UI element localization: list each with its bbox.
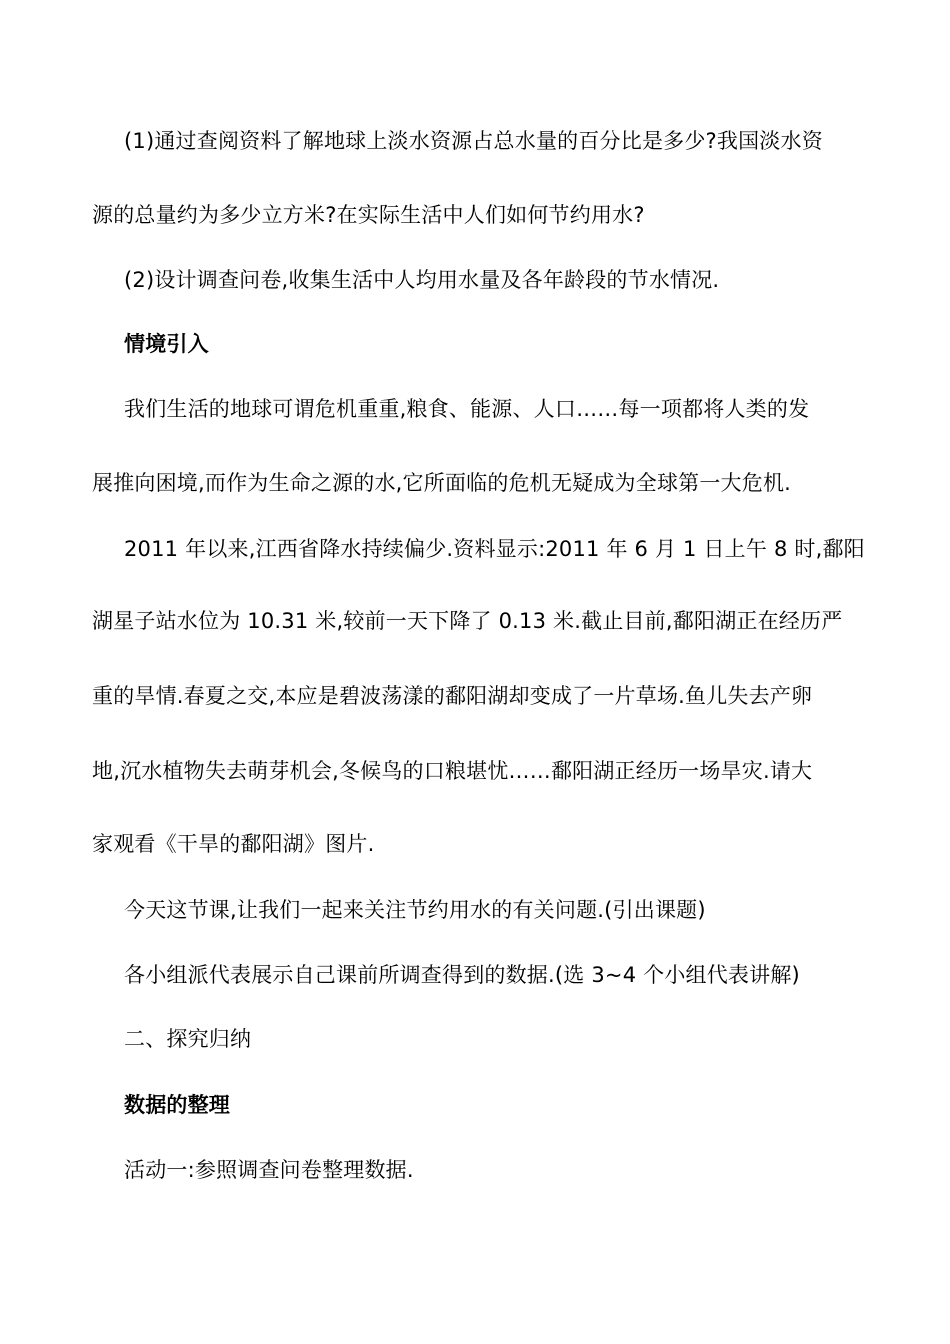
paragraph-line: 我们生活的地球可谓危机重重,粮食、能源、人口……每一项都将人类的发	[124, 397, 810, 421]
paragraph-line: 各小组派代表展示自己课前所调查得到的数据.(选 3~4 个小组代表讲解)	[124, 963, 800, 987]
paragraph-line: 家观看《干旱的鄱阳湖》图片.	[92, 832, 375, 856]
section-heading: 情境引入	[124, 332, 209, 356]
paragraph-line: 湖星子站水位为 10.31 米,较前一天下降了 0.13 米.截止目前,鄱阳湖正在经历严	[92, 609, 843, 633]
section-heading: 二、探究归纳	[124, 1027, 252, 1051]
paragraph-line: 展推向困境,而作为生命之源的水,它所面临的危机无疑成为全球第一大危机.	[92, 471, 792, 495]
paragraph-line: (2)设计调查问卷,收集生活中人均用水量及各年龄段的节水情况.	[124, 268, 720, 292]
paragraph-line: 重的旱情.春夏之交,本应是碧波荡漾的鄱阳湖却变成了一片草场.鱼儿失去产卵	[92, 684, 813, 708]
paragraph-line: 今天这节课,让我们一起来关注节约用水的有关问题.(引出课题)	[124, 898, 706, 922]
paragraph-line: 活动一:参照调查问卷整理数据.	[124, 1158, 414, 1182]
subsection-heading: 数据的整理	[124, 1093, 230, 1117]
paragraph-line: (1)通过查阅资料了解地球上淡水资源占总水量的百分比是多少?我国淡水资	[124, 129, 823, 153]
paragraph-line: 源的总量约为多少立方米?在实际生活中人们如何节约用水?	[92, 203, 645, 227]
paragraph-line: 地,沉水植物失去萌芽机会,冬候鸟的口粮堪忧……鄱阳湖正经历一场旱灾.请大	[92, 759, 813, 783]
paragraph-line: 2011 年以来,江西省降水持续偏少.资料显示:2011 年 6 月 1 日上午 8 时,鄱阳	[124, 537, 865, 561]
